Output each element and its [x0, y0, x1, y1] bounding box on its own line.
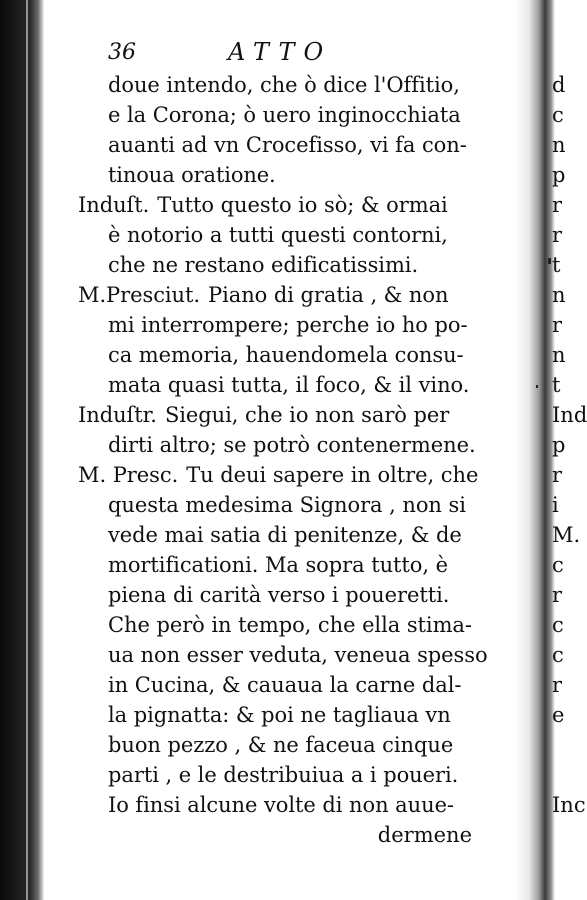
facing-page-fragment: n: [552, 343, 566, 367]
text-line: [78, 220, 510, 250]
facing-page-fragment: r: [552, 583, 563, 607]
text-line: [78, 700, 510, 730]
facing-page-fragment: c: [552, 553, 564, 577]
text-line: [78, 520, 510, 550]
facing-page-fragment: e: [552, 703, 565, 727]
facing-page-fragment: c: [552, 643, 564, 667]
line-text: Tutto questo io sò; & ormai: [157, 193, 448, 217]
text-line: [78, 280, 510, 310]
facing-page-fragment: [552, 760, 587, 790]
line-text: Tu deui sapere in oltre, che: [186, 463, 479, 487]
text-line: [78, 610, 510, 640]
line-text: tinoua oratione.: [108, 163, 276, 187]
speaker-label: M. Presc.: [78, 463, 179, 487]
line-text: in Cucina, & cauaua la carne dal-: [108, 673, 462, 697]
facing-page-fragment: n: [552, 283, 566, 307]
line-text: parti , e le destribuiua a i poueri.: [108, 763, 459, 787]
line-text: buon pezzo , & ne faceua cinque: [108, 733, 454, 757]
facing-page-fragment: r: [552, 193, 563, 217]
speaker-label: M.Presciut.: [78, 283, 201, 307]
speaker-label: Induſt.: [78, 193, 150, 217]
text-line: [78, 160, 510, 190]
line-text: doue intendo, che ò dice l'Offitio,: [108, 73, 460, 97]
ink-speck: [548, 258, 551, 264]
body-text: [78, 70, 510, 850]
facing-page-fragment: M.: [552, 523, 581, 547]
text-line: [78, 430, 510, 460]
facing-page-fragment: Inc: [552, 793, 586, 817]
line-text: ua non esser veduta, veneua spesso: [108, 643, 488, 667]
line-text: dirti altro; se potrò contenermene.: [108, 433, 476, 457]
facing-page-fragment: r: [552, 673, 563, 697]
facing-page-fragment: c: [552, 613, 564, 637]
line-text: mi interrompere; perche io ho po-: [108, 313, 468, 337]
line-text: Che però in tempo, che ella stima-: [108, 613, 472, 637]
line-text: ca memoria, hauendomela consu-: [108, 343, 464, 367]
text-line: [78, 460, 510, 490]
facing-page-fragment: d: [552, 73, 566, 97]
text-line: [78, 790, 510, 820]
line-text: è notorio a tutti questi contorni,: [108, 223, 448, 247]
ink-speck: [536, 385, 538, 388]
facing-page-fragment: p: [552, 163, 566, 187]
line-text: auanti ad vn Crocefisso, vi fa con-: [108, 133, 467, 157]
text-line: [78, 400, 510, 430]
line-text: Io finsi alcune volte di non auue-: [108, 793, 454, 817]
text-line: [78, 130, 510, 160]
text-line: [78, 550, 510, 580]
text-line: [78, 100, 510, 130]
catchword: dermene: [377, 823, 472, 847]
text-line: [78, 670, 510, 700]
facing-page-fragment: r: [552, 223, 563, 247]
facing-page-fragment: Ind: [552, 403, 587, 427]
line-text: mortificationi. Ma sopra tutto, è: [108, 553, 448, 577]
facing-page-fragment: t: [552, 373, 561, 397]
line-text: piena di carità verso i poueretti.: [108, 583, 450, 607]
text-line: [78, 760, 510, 790]
speaker-label: Induſtr.: [78, 403, 157, 427]
facing-page-fragment: i: [552, 493, 559, 517]
text-line: [78, 640, 510, 670]
facing-page-fragments: [552, 70, 587, 820]
facing-page-fragment: r: [552, 463, 563, 487]
text-line: [78, 70, 510, 100]
line-text: la pignatta: & poi ne tagliaua vn: [108, 703, 451, 727]
line-text: vede mai satia di penitenze, & de: [108, 523, 462, 547]
text-line: [78, 250, 510, 280]
page-fold-shadow: [515, 0, 555, 900]
facing-page-fragment: r: [552, 313, 563, 337]
facing-page-fragment: [552, 730, 587, 760]
text-line: [78, 190, 510, 220]
binding-gutter: [0, 0, 44, 900]
line-text: questa medesima Signora , non si: [108, 493, 466, 517]
facing-page-fragment: n: [552, 133, 566, 157]
text-line: [78, 370, 510, 400]
facing-page-fragment: t: [552, 253, 561, 277]
text-line: [78, 340, 510, 370]
line-text: Siegui, che io non sarò per: [164, 403, 450, 427]
line-text: mata quasi tutta, il foco, & il vino.: [108, 373, 470, 397]
line-text: Piano di gratia , & non: [208, 283, 449, 307]
running-title: ATTO: [228, 38, 333, 66]
text-line: [78, 580, 510, 610]
text-line: [78, 730, 510, 760]
text-line: [78, 310, 510, 340]
facing-page-fragment: p: [552, 433, 566, 457]
page-number: 36: [108, 40, 136, 65]
page-header: [108, 38, 508, 72]
line-text: e la Corona; ò uero inginocchiata: [108, 103, 461, 127]
text-line: [78, 490, 510, 520]
facing-page-fragment: c: [552, 103, 564, 127]
line-text: che ne restano edificatissimi.: [108, 253, 419, 277]
